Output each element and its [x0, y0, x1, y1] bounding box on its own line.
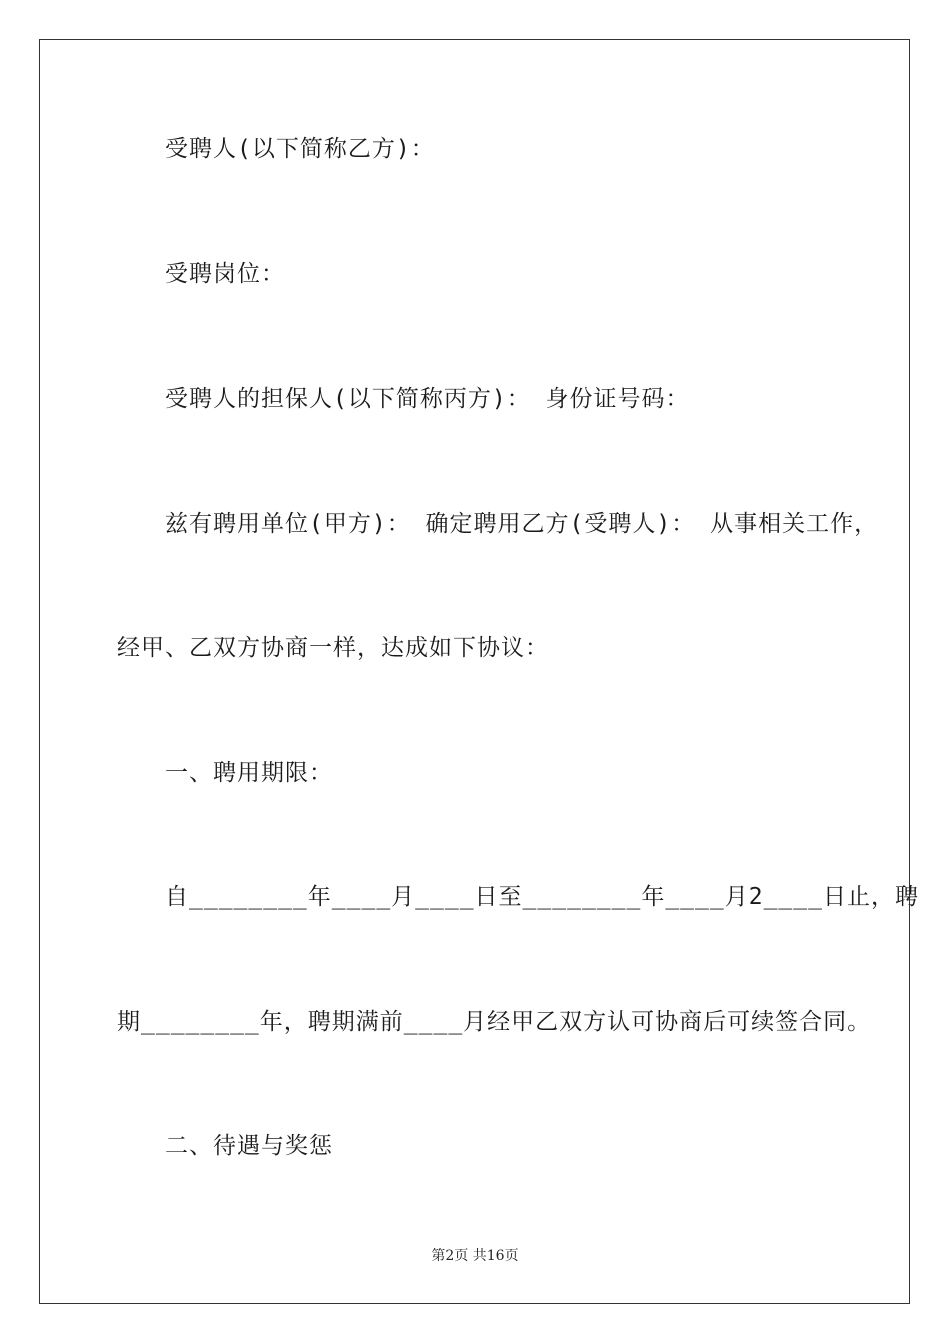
text-line-5: 经甲、乙双方协商一样，达成如下协议：	[117, 635, 549, 661]
text-line-8: 期________年，聘期满前____月经甲乙双方认可协商后可续签合同。	[117, 1009, 872, 1035]
text-line-4: 兹有聘用单位(甲方)： 确定聘用乙方(受聘人)： 从事相关工作，	[165, 511, 879, 537]
section-heading-2: 二、待遇与奖惩	[165, 1133, 333, 1159]
page-frame	[39, 39, 910, 1304]
text-line-3: 受聘人的担保人(以下简称丙方)： 身份证号码：	[165, 386, 690, 412]
page-footer: 第2页 共16页	[431, 1248, 519, 1264]
text-line-1: 受聘人(以下简称乙方)：	[165, 136, 435, 162]
text-line-2: 受聘岗位：	[165, 261, 285, 287]
section-heading-1: 一、聘用期限：	[165, 760, 333, 786]
text-line-7: 自________年____月____日至________年____月2____日止，聘	[165, 884, 919, 910]
